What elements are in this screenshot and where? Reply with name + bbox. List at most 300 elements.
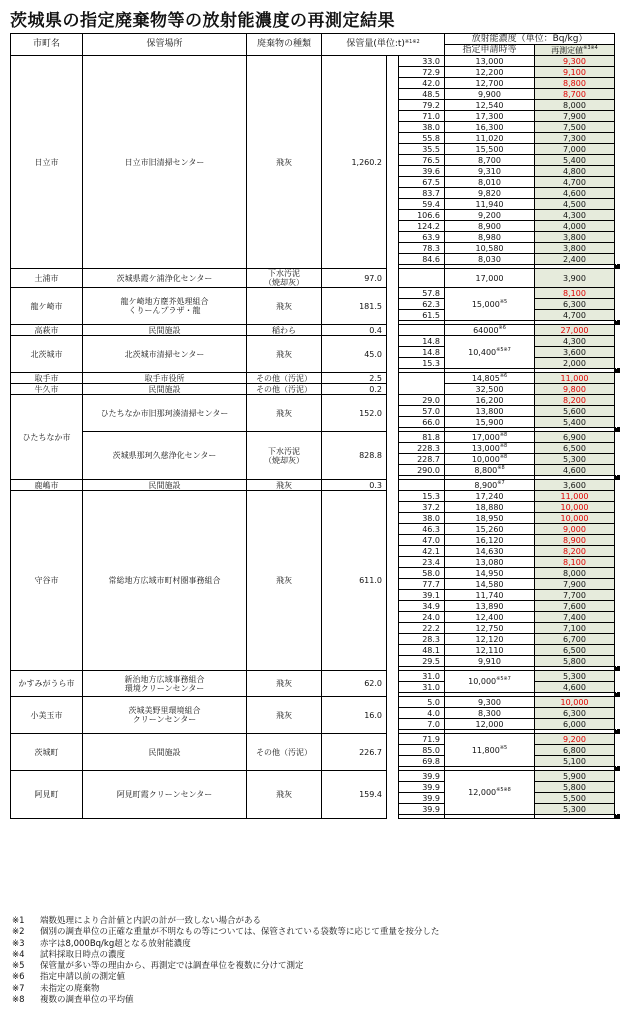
waste-type-cell: 飛灰 [247,771,322,819]
footnote-mark: ※8 [12,995,25,1006]
applied-cell: 15,900 [445,417,535,428]
remeasured-cell: 27,000 [535,325,615,336]
location-cell: 北茨城市清掃センター [83,336,247,373]
sub-amount-cell: 33.0 [399,56,445,67]
municipality-cell: 高萩市 [11,325,83,336]
sub-amount-cell: 48.1 [399,645,445,656]
sub-amount-cell: 14.8 [399,336,445,347]
applied-sup: ※5 [499,744,508,751]
applied-cell: 11,940 [445,199,535,210]
remeasured-cell: 5,300 [535,671,615,682]
remeasured-cell: 9,100 [535,67,615,78]
sub-amount-cell: 79.2 [399,100,445,111]
applied-cell: 12,400 [445,612,535,623]
location-cell: 茨城県霞ケ浦浄化センター [83,269,247,288]
remeasured-cell: 10,000 [535,502,615,513]
footnote [12,961,439,972]
applied-cell: 8,010 [445,177,535,188]
municipality-cell: かすみがうら市 [11,671,83,697]
applied-sup: ※6 [498,324,506,331]
waste-type-cell: 下水汚泥 （焼却灰） [247,269,322,288]
remeasured-cell: 9,300 [535,56,615,67]
remeasured-cell: 4,700 [535,177,615,188]
location-cell: 阿見町霞クリーンセンター [83,771,247,819]
applied-sup: ※8 [499,431,508,438]
remeasured-cell: 6,900 [535,432,615,443]
sub-amount-cell: 69.8 [399,756,445,767]
remeasured-cell: 6,700 [535,634,615,645]
sub-amount-cell: 39.9 [399,793,445,804]
remeasured-cell: 5,100 [535,756,615,767]
pad-cell [387,269,399,288]
sub-amount-cell: 63.9 [399,232,445,243]
municipality-cell: 日立市 [11,56,83,269]
sub-amount-cell: 57.0 [399,406,445,417]
sub-amount-cell: 48.5 [399,89,445,100]
amount-cell: 0.2 [322,384,387,395]
municipality-cell: 小美玉市 [11,697,83,734]
header-amount-sup: ※1※2 [404,39,420,45]
sub-amount-cell: 29.5 [399,656,445,667]
sub-amount-cell: 55.8 [399,133,445,144]
remeasured-cell: 6,500 [535,645,615,656]
applied-cell: 12,700 [445,78,535,89]
amount-cell: 226.7 [322,734,387,771]
amount-cell: 611.0 [322,491,387,671]
gap-cell [619,428,620,432]
municipality-cell: 守谷市 [11,491,83,671]
footnote [12,995,439,1006]
applied-cell: 14,805$^{※6}$ [445,373,535,384]
sub-amount-cell: 59.4 [399,199,445,210]
amount-cell: 828.8 [322,432,387,480]
sub-amount-cell: 83.7 [399,188,445,199]
remeasured-cell: 8,200 [535,395,615,406]
municipality-cell: 鹿嶋市 [11,480,83,491]
applied-cell: 18,880 [445,502,535,513]
remeasured-cell: 4,600 [535,465,615,476]
gap-cell [619,476,620,480]
sub-amount-cell: 66.0 [399,417,445,428]
footnote-text: 複数の調査単位の平均値 [40,995,134,1006]
applied-cell: 12,750 [445,623,535,634]
sub-amount-cell: 71.9 [399,734,445,745]
sub-amount-cell: 15.3 [399,358,445,369]
applied-cell: 11,740 [445,590,535,601]
applied-cell: $10,000^{※5※7}$ [445,671,535,693]
applied-cell: 17,240 [445,491,535,502]
remeasured-cell: 8,100 [535,288,615,299]
sub-amount-cell: 39.9 [399,782,445,793]
footnotes [12,916,439,1006]
sub-amount-cell: 38.0 [399,513,445,524]
applied-cell: 8,700 [445,155,535,166]
remeasured-cell: 8,100 [535,557,615,568]
applied-cell: 13,080 [445,557,535,568]
applied-cell: 9,910 [445,656,535,667]
location-cell: 民間施設 [83,734,247,771]
footnote-mark: ※2 [12,927,25,938]
remeasured-cell: 4,600 [535,682,615,693]
sub-amount-cell: 84.6 [399,254,445,265]
remeasured-cell: 8,800 [535,78,615,89]
remeasured-cell: 6,000 [535,719,615,730]
footnote-text: 保管量が多い等の理由から、再測定では調査単位を複数に分けて測定 [40,961,304,972]
sub-amount-cell: 61.5 [399,310,445,321]
remeasured-cell: 5,400 [535,155,615,166]
applied-cell: 10,580 [445,243,535,254]
remeasured-cell: 6,300 [535,299,615,310]
sub-amount-cell: 22.2 [399,623,445,634]
remeasured-cell: 11,000 [535,373,615,384]
applied-sup: ※7 [497,479,505,486]
applied-sup: ※5※8 [496,787,511,793]
amount-cell: 97.0 [322,269,387,288]
table-row [11,336,620,347]
footnote-mark: ※4 [12,949,25,960]
remeasured-cell: 6,500 [535,443,615,454]
municipality-cell: 北茨城市 [11,336,83,373]
remeasured-cell: 5,800 [535,656,615,667]
municipality-cell: 牛久市 [11,384,83,395]
footnote-mark: ※1 [12,916,25,926]
remeasured-cell: 8,700 [535,89,615,100]
applied-cell: 16,200 [445,395,535,406]
results-table [10,33,620,819]
applied-cell: 11,020 [445,133,535,144]
applied-cell: 13,000 [445,56,535,67]
header-concentration: 放射能濃度（単位：Bq/kg） [445,34,615,45]
remeasured-cell: 4,000 [535,221,615,232]
footnote-text: 指定申請以前の測定値 [40,972,126,983]
table-row [11,288,620,299]
footnote [12,972,439,983]
sub-amount-cell: 228.3 [399,443,445,454]
amount-cell: 159.4 [322,771,387,819]
remeasured-cell: 2,400 [535,254,615,265]
applied-cell: 32,500 [445,384,535,395]
applied-sup: ※6 [499,372,508,379]
footnote-text: 個別の調査単位の正確な重量が不明なもの等については、保管されている袋数等に応じて重量を按分した [40,927,440,938]
table-row [11,734,620,745]
footnote-mark: ※6 [12,972,25,983]
header-location: 保管場所 [83,34,247,56]
sub-amount-cell: 23.4 [399,557,445,568]
remeasured-cell: 4,500 [535,199,615,210]
remeasured-cell: 11,000 [535,491,615,502]
waste-type-cell: 下水汚泥 （焼却灰） [247,432,322,480]
sub-amount-cell: 58.0 [399,568,445,579]
table-row [11,697,620,708]
applied-cell: 17,300 [445,111,535,122]
pad-cell [387,671,399,697]
remeasured-cell: 7,400 [535,612,615,623]
footnote-text: 赤字は8,000Bq/kg超となる放射能濃度 [40,938,191,949]
waste-type-cell: 飛灰 [247,697,322,734]
sub-amount-cell: 28.3 [399,634,445,645]
remeasured-cell: 8,200 [535,546,615,557]
pad-cell [387,734,399,771]
sub-amount-cell: 31.0 [399,682,445,693]
sub-amount-cell: 7.0 [399,719,445,730]
table-row [11,671,620,682]
remeasured-cell: 7,700 [535,590,615,601]
sub-amount-cell: 72.9 [399,67,445,78]
header-remeasured [535,45,615,56]
amount-cell: 0.4 [322,325,387,336]
location-cell: 常総地方広域市町村圏事務組合 [83,491,247,671]
pad-cell [387,288,399,325]
gap-cell [619,815,620,819]
sub-amount-cell: 42.1 [399,546,445,557]
footnote-mark: ※5 [12,961,25,972]
applied-cell: 15,000$^{※5}$ [445,288,535,321]
sub-amount-cell: 76.5 [399,155,445,166]
applied-cell: 8,300 [445,708,535,719]
sub-amount-cell: 14.8 [399,347,445,358]
applied-cell: 8,900$^{※7}$ [445,480,535,491]
sub-amount-cell: 35.5 [399,144,445,155]
applied-cell: 13,000$^{※8}$ [445,443,535,454]
applied-cell: 14,950 [445,568,535,579]
waste-type-cell: 飛灰 [247,491,322,671]
remeasured-cell: 7,500 [535,122,615,133]
sub-amount-cell: 37.2 [399,502,445,513]
sub-amount-cell: 34.9 [399,601,445,612]
location-cell: 民間施設 [83,325,247,336]
sub-amount-cell: 290.0 [399,465,445,476]
page-title: 茨城県の指定廃棄物等の放射能濃度の再測定結果 [10,11,395,31]
municipality-cell: 取手市 [11,373,83,384]
waste-type-cell: その他（汚泥） [247,373,322,384]
gap-cell [535,815,615,819]
pad-cell [387,325,399,336]
applied-cell: $12,000^{※5※8}$ [445,771,535,815]
applied-cell: 9,820 [445,188,535,199]
remeasured-cell: 7,900 [535,579,615,590]
header-remeasured-label: 再測定値 [551,45,584,55]
table-row [11,491,620,502]
gap-cell [619,321,620,325]
waste-type-cell: 飛灰 [247,288,322,325]
applied-sup: ※5※7 [496,346,511,353]
applied-cell: 8,800$^{※8}$ [445,465,535,476]
applied-cell: 15,500 [445,144,535,155]
pad-cell [387,697,399,734]
footnote [12,939,439,950]
remeasured-cell: 3,600 [535,347,615,358]
sub-amount-cell: 29.0 [399,395,445,406]
applied-sup: ※8 [497,464,505,471]
waste-type-cell: 飛灰 [247,56,322,269]
applied-cell: 9,300 [445,697,535,708]
applied-cell: 14,580 [445,579,535,590]
remeasured-cell: 5,900 [535,771,615,782]
sub-amount-cell: 39.9 [399,771,445,782]
sub-amount-cell [399,373,445,384]
sub-amount-cell: 85.0 [399,745,445,756]
remeasured-cell: 8,900 [535,535,615,546]
waste-type-cell: 飛灰 [247,336,322,373]
remeasured-cell: 4,600 [535,188,615,199]
municipality-cell: 阿見町 [11,771,83,819]
applied-cell: 12,120 [445,634,535,645]
applied-cell: 13,800 [445,406,535,417]
sub-amount-cell: 24.0 [399,612,445,623]
pad-cell [387,56,399,269]
remeasured-cell: 5,500 [535,793,615,804]
remeasured-cell: 5,300 [535,454,615,465]
applied-cell: 8,980 [445,232,535,243]
footnote-text: 未指定の廃棄物 [40,983,100,994]
location-cell: 新治地方広域事務組合 環境クリーンセンター [83,671,247,697]
sub-amount-cell: 228.7 [399,454,445,465]
pad-cell [387,395,399,432]
applied-cell: 10,000$^{※8}$ [445,454,535,465]
sub-amount-cell: 124.2 [399,221,445,232]
remeasured-cell: 9,000 [535,524,615,535]
remeasured-cell: 5,400 [535,417,615,428]
sub-amount-cell: 106.6 [399,210,445,221]
gap-cell [619,767,620,771]
remeasured-cell: 7,900 [535,111,615,122]
remeasured-cell: 2,000 [535,358,615,369]
remeasured-cell: 5,300 [535,804,615,815]
amount-cell: 62.0 [322,671,387,697]
remeasured-cell: 3,600 [535,480,615,491]
header-waste-type: 廃棄物の種類 [247,34,322,56]
applied-cell: 12,540 [445,100,535,111]
municipality-cell: 茨城町 [11,734,83,771]
gap-cell [399,815,445,819]
remeasured-cell: 8,000 [535,568,615,579]
header-row [11,34,620,45]
applied-cell: 9,310 [445,166,535,177]
header-amount-label: 保管量(単位:t) [346,39,405,49]
waste-type-cell: 飛灰 [247,395,322,432]
location-cell: 龍ケ崎地方塵芥処理組合 くりーんプラザ・龍 [83,288,247,325]
table-row [11,771,620,782]
sub-amount-cell: 4.0 [399,708,445,719]
remeasured-cell: 3,800 [535,243,615,254]
footnote-mark: ※3 [12,938,25,949]
applied-sup: ※8 [499,453,508,460]
table-row [11,432,620,443]
sub-amount-cell: 46.3 [399,524,445,535]
footnote-text: 端数処理により合計値と内訳の計が一致しない場合がある [40,916,262,926]
sub-amount-cell: 78.3 [399,243,445,254]
applied-sup: ※5※7 [496,676,511,682]
pad-cell [387,771,399,819]
header-amount [322,34,445,56]
remeasured-cell: 4,300 [535,210,615,221]
waste-type-cell: その他（汚泥） [247,734,322,771]
sub-amount-cell: 42.0 [399,78,445,89]
municipality-cell: 土浦市 [11,269,83,288]
sub-amount-cell: 81.8 [399,432,445,443]
remeasured-cell: 4,700 [535,310,615,321]
gap-cell [619,369,620,373]
sub-amount-cell: 77.7 [399,579,445,590]
sub-amount-cell: 67.5 [399,177,445,188]
applied-cell: 15,260 [445,524,535,535]
remeasured-cell: 8,000 [535,100,615,111]
remeasured-cell: 7,000 [535,144,615,155]
applied-cell: 12,200 [445,67,535,78]
footnote [12,927,439,938]
gap-cell [619,265,620,269]
applied-cell: 17,000 [445,269,535,288]
amount-cell: 152.0 [322,395,387,432]
applied-cell: 11,800$^{※5}$ [445,734,535,767]
sub-amount-cell: 39.9 [399,804,445,815]
footnote [12,950,439,961]
sub-amount-cell: 62.3 [399,299,445,310]
location-cell: 茨城県那珂久慈浄化センター [83,432,247,480]
remeasured-cell: 10,000 [535,697,615,708]
gap-cell [445,815,535,819]
sub-amount-cell: 39.6 [399,166,445,177]
sub-amount-cell: 15.3 [399,491,445,502]
remeasured-cell: 5,800 [535,782,615,793]
sub-amount-cell: 57.8 [399,288,445,299]
gap-cell [619,693,620,697]
amount-cell: 1,260.2 [322,56,387,269]
table-row [11,395,620,406]
remeasured-cell: 7,600 [535,601,615,612]
applied-cell: 9,900 [445,89,535,100]
applied-cell: 16,120 [445,535,535,546]
remeasured-cell: 3,800 [535,232,615,243]
remeasured-cell: 7,100 [535,623,615,634]
applied-cell: 14,630 [445,546,535,557]
location-cell: 民間施設 [83,384,247,395]
municipality-cell: ひたちなか市 [11,395,83,480]
pad-cell [387,432,399,480]
gap-cell [619,667,620,671]
header-remeasured-sup: ※3※4 [583,44,598,51]
remeasured-cell: 4,300 [535,336,615,347]
header-applied: 指定申請時等 [445,45,535,56]
footnote-mark: ※7 [12,983,25,994]
remeasured-cell: 9,800 [535,384,615,395]
applied-sup: ※5 [499,298,508,305]
municipality-cell: 龍ケ崎市 [11,288,83,325]
waste-type-cell: その他（汚泥） [247,384,322,395]
remeasured-cell: 7,300 [535,133,615,144]
sub-amount-cell: 38.0 [399,122,445,133]
remeasured-cell: 6,300 [535,708,615,719]
remeasured-cell: 3,900 [535,269,615,288]
amount-cell: 0.3 [322,480,387,491]
sub-amount-cell [399,384,445,395]
header-municipality: 市町名 [11,34,83,56]
gap-cell [619,730,620,734]
amount-cell: 16.0 [322,697,387,734]
sub-amount-cell: 39.1 [399,590,445,601]
sub-amount-cell [399,269,445,288]
pad-cell [387,384,399,395]
waste-type-cell: 稲わら [247,325,322,336]
remeasured-cell: 10,000 [535,513,615,524]
sub-amount-cell [399,480,445,491]
amount-cell: 181.5 [322,288,387,325]
amount-cell: 45.0 [322,336,387,373]
applied-cell: 18,950 [445,513,535,524]
waste-type-cell: 飛灰 [247,480,322,491]
applied-cell: $10,400^{※5※7}$ [445,336,535,369]
pad-cell [387,336,399,373]
